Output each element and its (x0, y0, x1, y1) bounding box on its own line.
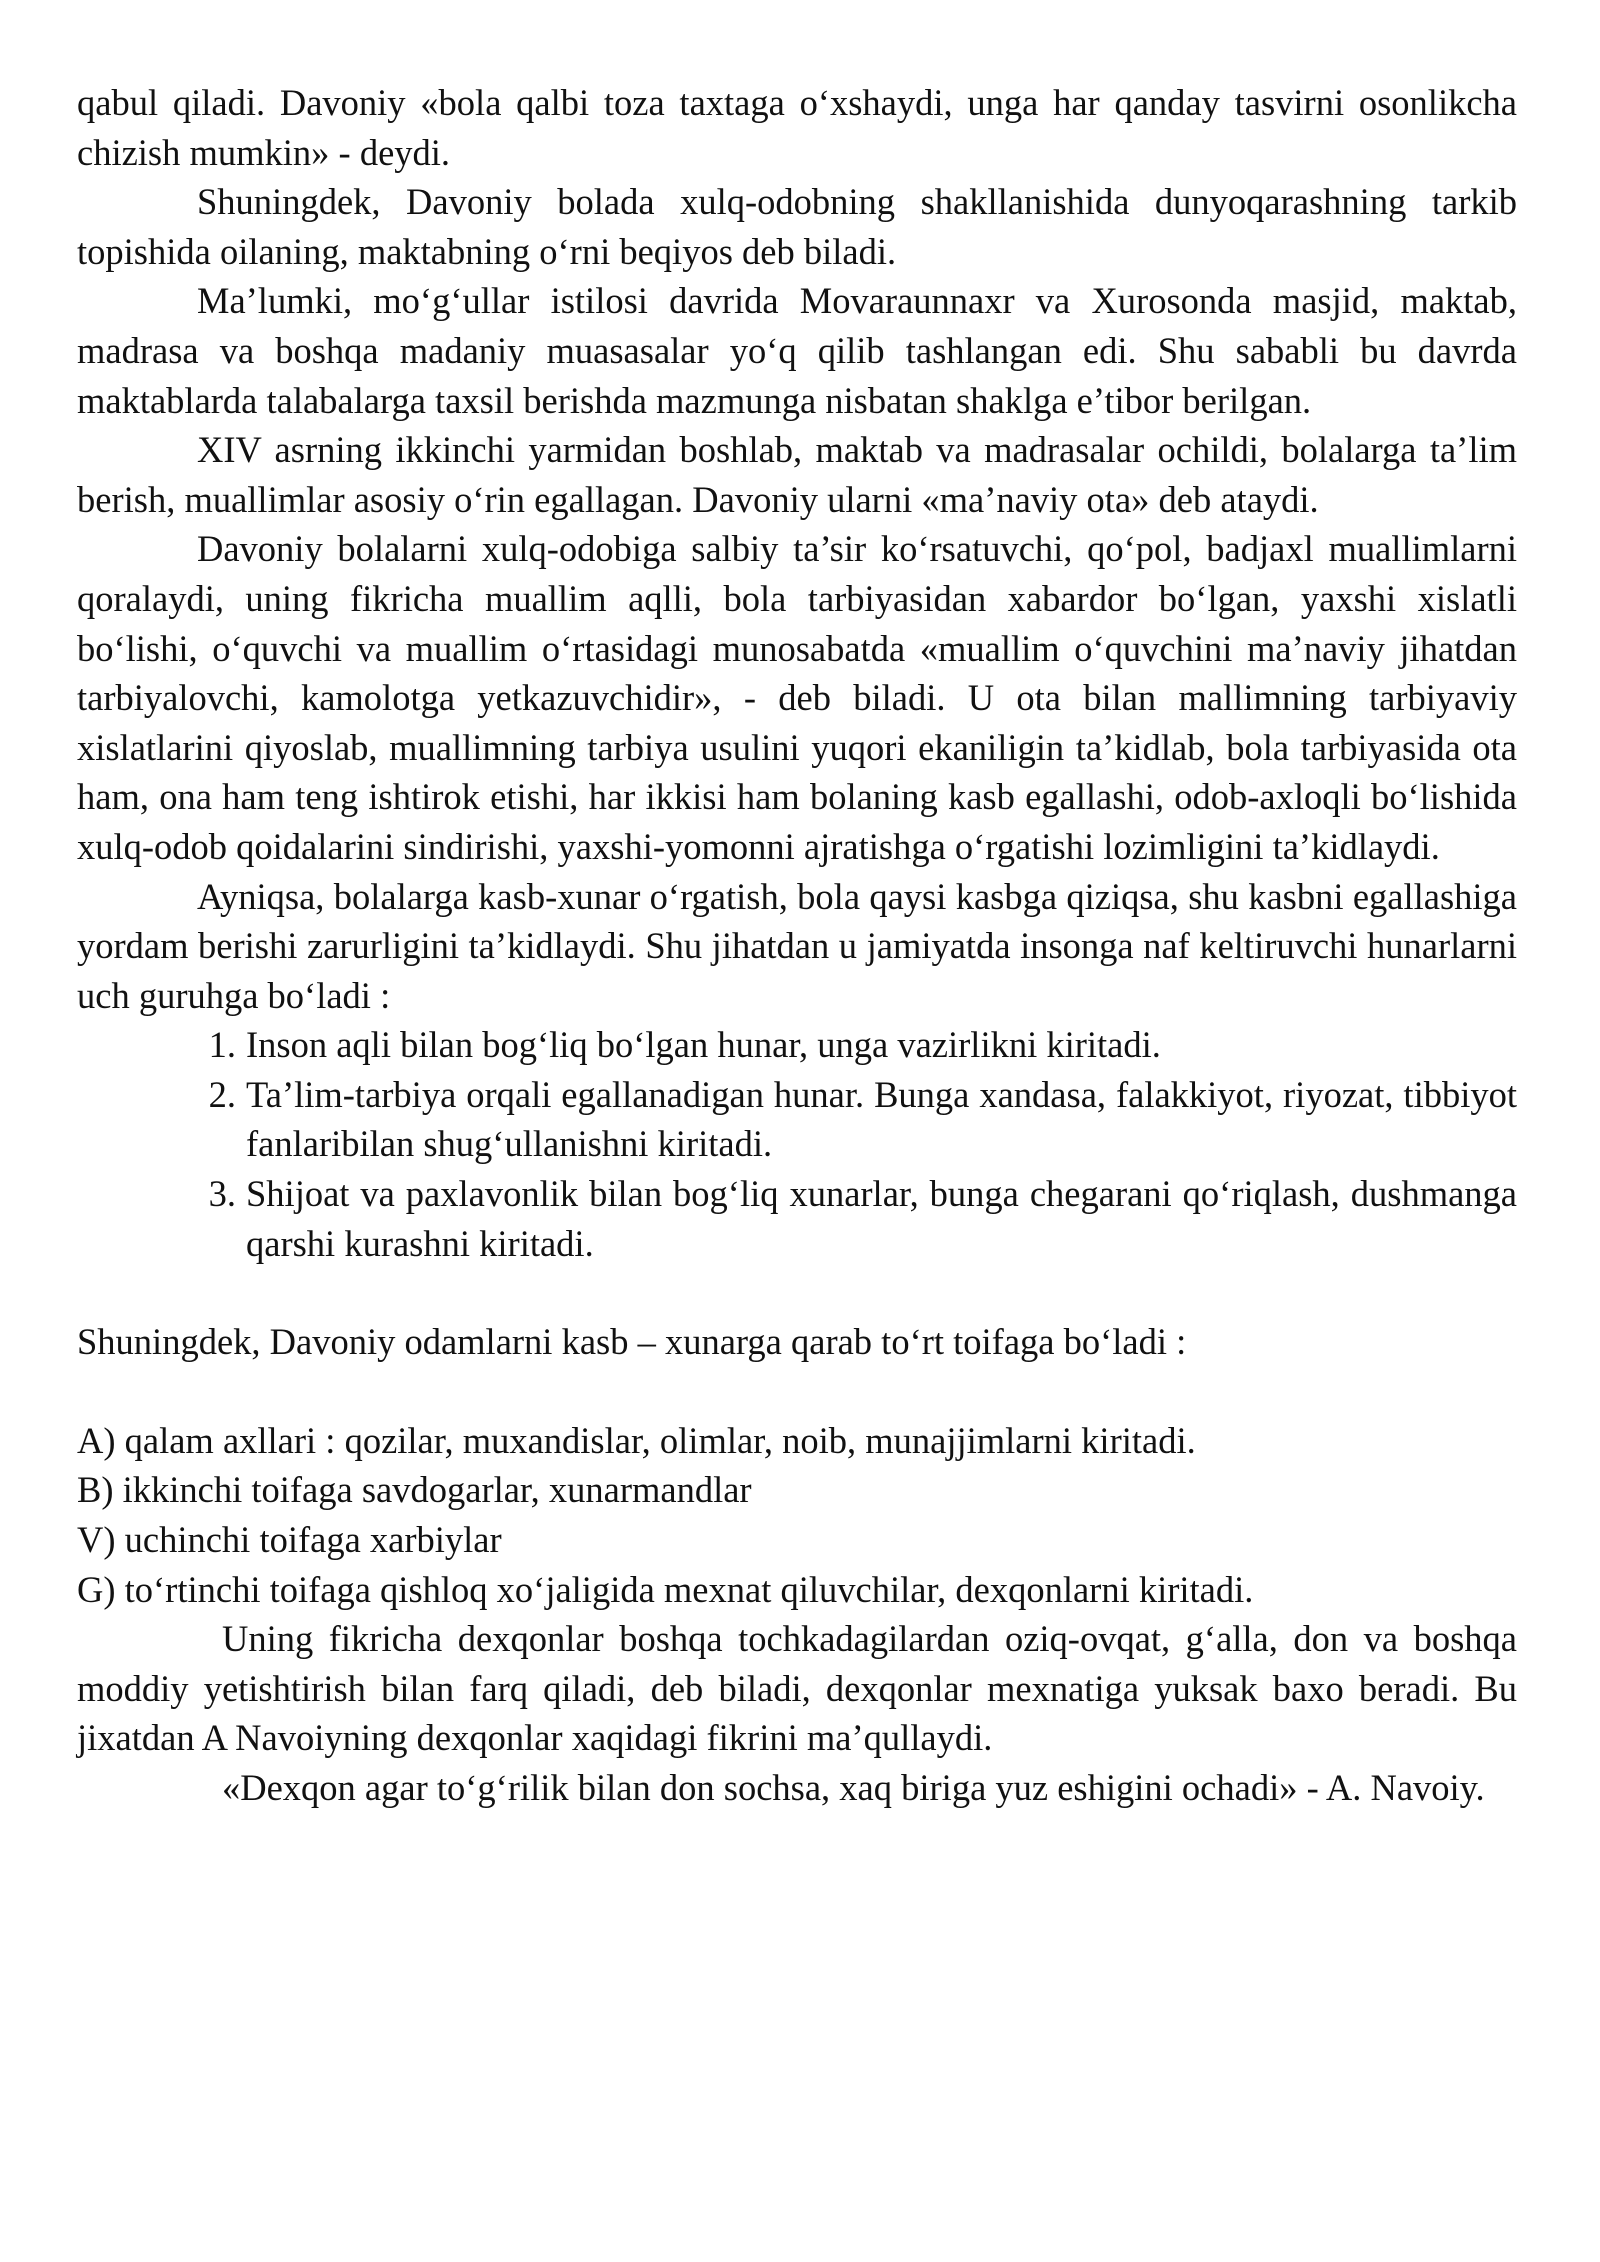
list-number: 2. (208, 1073, 236, 1115)
paragraph-6: Ayniqsa, bolalarga kasb-xunar o‘rgatish, bola qaysi kasbga qiziqsa, shu kasbni egallashiga yordam berishi zarurligini ta’kidlaydi. Shu jihatdan u jamiyatda insonga naf keltiruvchi hunarlarni uch guruhga bo‘ladi : (77, 875, 1517, 1016)
toifa-item-v: V) uchinchi toifaga xarbiylar (77, 1519, 502, 1561)
toifa-item-a: A) qalam axllari : qozilar, muxandislar, olimlar, noib, munajjimlarni kiritadi. (77, 1419, 1196, 1461)
paragraph-8: Uning fikricha dexqonlar boshqa tochkadagilardan oziq-ovqat, g‘alla, don va boshqa moddiy yetishtirish bilan farq qiladi, deb biladi, dexqonlar mexnatiga yuksak baxo beradi. Bu jixatdan A Navoiyning dexqonlar xaqidagi fikrini ma’qullaydi. (77, 1618, 1517, 1759)
list-item-text: Shijoat va paxlavonlik bilan bog‘liq xunarlar, bunga chegarani qo‘riqlash, dushmanga qarshi kurashni kiritadi. (246, 1173, 1517, 1264)
list-item-text: Ta’lim-tarbiya orqali egallanadigan hunar. Bunga xandasa, falakkiyot, riyozat, tibbiyot fanlaribilan shug‘ullanishni kiritadi. (246, 1073, 1517, 1165)
toifa-item-g: G) to‘rtinchi toifaga qishloq xo‘jaligida mexnat qiluvchilar, dexqonlarni kiritadi. (77, 1568, 1254, 1610)
list-number: 1. (208, 1024, 236, 1066)
list-item (208, 1070, 1517, 1169)
navoiy-quote: «Dexqon agar to‘g‘rilik bilan don sochsa, xaq biriga yuz eshigini ochadi» - A. Navoiy. (222, 1767, 1485, 1808)
paragraph-3: Ma’lumki, mo‘g‘ullar istilosi davrida Movaraunnaxr va Xurosonda masjid, maktab, madrasa va boshqa madaniy muasasalar yo‘q qilib tashlangan edi. Shu sababli bu davrda maktablarda talabalarga taxsil berishda mazmunga nisbatan shaklga e’tibor berilgan. (77, 280, 1517, 421)
paragraph-7: Shuningdek, Davoniy odamlarni kasb – xunarga qarab to‘rt toifaga bo‘ladi : (77, 1321, 1187, 1363)
blank-line (77, 1367, 1517, 1416)
paragraph-5: Davoniy bolalarni xulq-odobiga salbiy ta’sir ko‘rsatuvchi, qo‘pol, badjaxl muallimlarni qoralaydi, uning fikricha muallim aqlli, bola tarbiyasidan xabardor bo‘lgan, yaxshi xislatli bo‘lishi, o‘quvchi va muallim o‘rtasidagi munosabatda «muallim o‘quvchini ma’naviy jihatdan tarbiyalovchi, kamolotga yetkazuvchidir», - deb biladi. U ota bilan mallimning tarbiyaviy xislatlarini qiyoslab, muallimning tarbiya usulini yuqori ekaniligin ta’kidlab, bola tarbiyasida ota ham, ona ham teng ishtirok etishi, har ikkisi ham bolaning kasb egallashi, odob-axloqli bo‘lishida xulq-odob qoidalarini sindirishi, yaxshi-yomonni ajratishga o‘rgatishi lozimligini ta’kidlaydi. (77, 528, 1517, 867)
toifa-item-b: B) ikkinchi toifaga savdogarlar, xunarmandlar (77, 1469, 752, 1511)
hunar-groups-list (77, 1020, 1517, 1268)
document-page (77, 78, 1517, 1813)
list-item (208, 1169, 1517, 1268)
list-item (208, 1020, 1517, 1070)
list-item-text: Inson aqli bilan bog‘liq bo‘lgan hunar, unga vazirlikni kiritadi. (246, 1024, 1161, 1066)
paragraph-1: qabul qiladi. Davoniy «bola qalbi toza taxtaga o‘xshaydi, unga har qanday tasvirni osonlikcha chizish mumkin» - deydi. (77, 82, 1517, 173)
paragraph-2: Shuningdek, Davoniy bolada xulq-odobning shakllanishida dunyoqarashning tarkib topishida oilaning, maktabning o‘rni beqiyos deb biladi. (77, 181, 1517, 272)
blank-line (77, 1268, 1517, 1317)
list-number: 3. (208, 1173, 236, 1215)
paragraph-4: XIV asrning ikkinchi yarmidan boshlab, maktab va madrasalar ochildi, bolalarga ta’lim berish, muallimlar asosiy o‘rin egallagan. Davoniy ularni «ma’naviy ota» deb ataydi. (77, 429, 1517, 520)
